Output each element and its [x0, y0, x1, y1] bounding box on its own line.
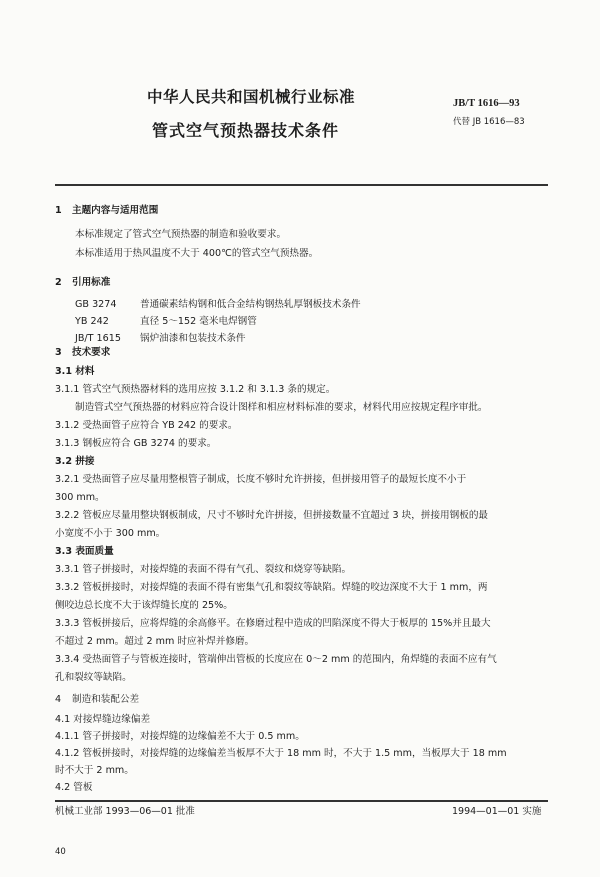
section-3-num: 3 — [55, 347, 62, 358]
doc-title: 管式空气预热器技术条件 — [152, 121, 340, 140]
page-number: 40 — [55, 847, 66, 857]
clause: 孔和裂纹等缺陷。 — [55, 672, 132, 683]
clause: 制造管式空气预热器的材料应符合设计图样和相应材料标准的要求，材料代用应按规定程序审批。 — [75, 402, 488, 413]
section-1-num: 1 — [55, 205, 62, 216]
clause: 不超过 2 mm。超过 2 mm 时应补焊并修磨。 — [55, 636, 255, 647]
clause: 4.2 管板 — [55, 782, 93, 793]
section-3-title: 技术要求 — [72, 347, 111, 358]
footer-rule — [55, 800, 548, 802]
clause: 3.3.2 管板拼接时，对接焊缝的表面不得有密集气孔和裂纹等缺陷。焊缝的咬边深度不大于 1 mm，两 — [55, 582, 488, 593]
reference-code: YB 242 — [75, 316, 109, 327]
clause: 时不大于 2 mm。 — [55, 765, 134, 776]
reference-title: 锅炉油漆和包装技术条件 — [140, 333, 246, 344]
clause: 3.1.2 受热面管子应符合 YB 242 的要求。 — [55, 420, 238, 431]
clause: 3.1 材料 — [55, 366, 95, 377]
standard-code: JB/T 1616—93 — [453, 98, 520, 109]
clause: 3.3.1 管子拼接时，对接焊缝的表面不得有气孔、裂纹和烧穿等缺陷。 — [55, 564, 352, 575]
effective-date: 1994—01—01 实施 — [452, 806, 542, 817]
header-rule — [55, 184, 548, 186]
clause: 300 mm。 — [55, 492, 105, 503]
clause: 3.1.1 管式空气预热器材料的选用应按 3.1.2 和 3.1.3 条的规定。 — [55, 384, 336, 395]
reference-code: GB 3274 — [75, 299, 117, 310]
clause: 3.1.3 钢板应符合 GB 3274 的要求。 — [55, 438, 217, 449]
reference-code: JB/T 1615 — [75, 333, 121, 344]
approval-date: 机械工业部 1993—06—01 批准 — [55, 806, 195, 817]
section-1-title: 主题内容与适用范围 — [72, 205, 159, 216]
section-4-num: 4 — [55, 694, 62, 705]
clause: 3.2.1 受热面管子应尽量用整根管子制成，长度不够时允许拼接，但拼接用管子的最短长度不小于 — [55, 474, 467, 485]
clause: 4.1.1 管子拼接时，对接焊缝的边缘偏差不大于 0.5 mm。 — [55, 731, 305, 742]
clause: 3.3 表面质量 — [55, 546, 114, 557]
section-4-title: 制造和装配公差 — [72, 694, 140, 705]
clause: 4.1.2 管板拼接时，对接焊缝的边缘偏差当板厚不大于 18 mm 时，不大于 1.5 mm，当板厚大于 18 mm — [55, 748, 507, 759]
reference-title: 普通碳素结构钢和低合金结构钢热轧厚钢板技术条件 — [140, 299, 361, 310]
section-2-title: 引用标准 — [72, 277, 111, 288]
clause: 3.2 拼接 — [55, 456, 95, 467]
clause: 3.3.3 管板拼接后，应将焊缝的余高修平。在修磨过程中造成的凹陷深度不得大于板厚的 15%并且最大 — [55, 618, 491, 629]
clause: 小宽度不小于 300 mm。 — [55, 528, 166, 539]
clause: 3.3.4 受热面管子与管板连接时，管端伸出管板的长度应在 0～2 mm 的范围内，角焊缝的表面不应有气 — [55, 654, 497, 665]
clause: 侧咬边总长度不大于该焊缝长度的 25%。 — [55, 600, 233, 611]
replaces-code: 代替 JB 1616—83 — [453, 117, 525, 127]
clause: 3.2.2 管板应尽量用整块钢板制成，尺寸不够时允许拼接，但拼接数量不宜超过 3 块，拼接用钢板的最 — [55, 510, 489, 521]
section-2-num: 2 — [55, 277, 62, 288]
clause: 4.1 对接焊缝边缘偏差 — [55, 714, 151, 725]
reference-title: 直径 5～152 毫米电焊钢管 — [140, 316, 257, 327]
scope-line: 本标准规定了管式空气预热器的制造和验收要求。 — [75, 229, 287, 240]
org-title: 中华人民共和国机械行业标准 — [147, 88, 356, 106]
scope-line: 本标准适用于热风温度不大于 400℃的管式空气预热器。 — [75, 248, 319, 259]
